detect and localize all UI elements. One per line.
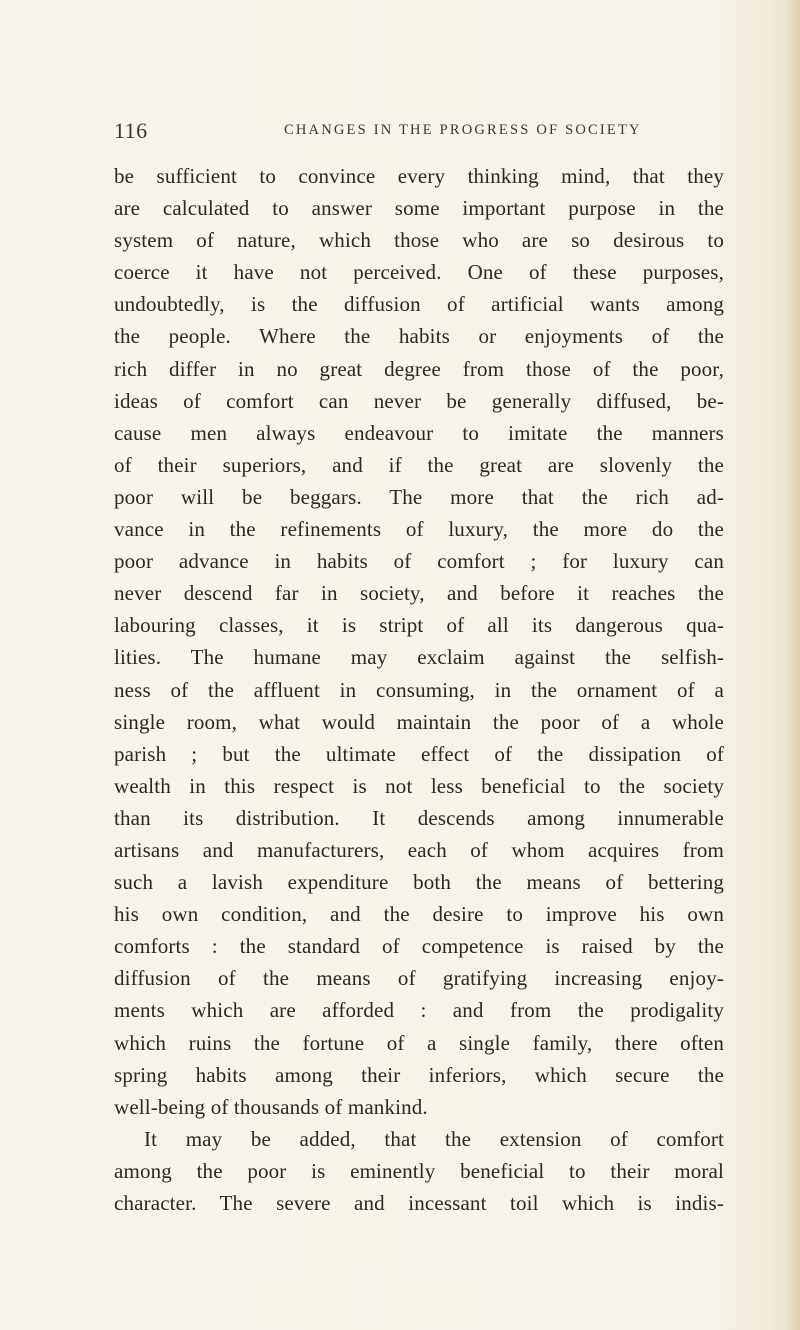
- text-line: cause men always endeavour to imitate the manners: [114, 420, 724, 445]
- text-line: ideas of comfort can never be generally diffused, be-: [114, 388, 724, 413]
- text-line: lities. The humane may exclaim against the selfish-: [114, 645, 724, 670]
- text-line: It may be added, that the extension of comfort: [144, 1126, 724, 1151]
- text-line: poor advance in habits of comfort ; for luxury can: [114, 549, 724, 574]
- text-line: coerce it have not perceived. One of these purposes,: [114, 260, 724, 285]
- text-line: are calculated to answer some important purpose in the: [114, 196, 724, 221]
- text-line: poor will be beggars. The more that the rich ad-: [114, 484, 724, 509]
- text-line: character. The severe and incessant toil which is indis-: [114, 1191, 724, 1215]
- page-edge-shadow: [786, 0, 800, 1330]
- text-line: vance in the refinements of luxury, the more do the: [114, 517, 724, 542]
- text-line: wealth in this respect is not less beneficial to the society: [114, 773, 724, 798]
- body-text: [114, 160, 724, 1219]
- text-line: his own condition, and the desire to improve his own: [114, 902, 724, 927]
- text-line: undoubtedly, is the diffusion of artificial wants among: [114, 292, 724, 317]
- text-line: be sufficient to convince every thinking mind, that they: [114, 164, 724, 188]
- text-line: parish ; but the ultimate effect of the dissipation of: [114, 741, 724, 766]
- text-line: diffusion of the means of gratifying increasing enjoy-: [114, 966, 724, 991]
- text-line: among the poor is eminently beneficial to their moral: [114, 1158, 724, 1183]
- running-title: CHANGES IN THE PROGRESS OF SOCIETY: [284, 122, 642, 138]
- page-number: 116: [114, 118, 148, 143]
- text-line: artisans and manufacturers, each of whom acquires from: [114, 837, 724, 862]
- text-line: than its distribution. It descends among innumerable: [114, 805, 724, 830]
- text-line: comforts : the standard of competence is raised by the: [114, 934, 724, 959]
- text-line: rich differ in no great degree from those of the poor,: [114, 356, 724, 381]
- text-line: such a lavish expenditure both the means of bettering: [114, 870, 724, 895]
- text-line: spring habits among their inferiors, which secure the: [114, 1062, 724, 1087]
- page-header: [114, 118, 714, 148]
- text-line: ness of the affluent in consuming, in the ornament of a: [114, 677, 724, 702]
- text-line: of their superiors, and if the great are slovenly the: [114, 452, 724, 477]
- text-line: the people. Where the habits or enjoyments of the: [114, 324, 724, 349]
- text-line: labouring classes, it is stript of all its dangerous qua-: [114, 613, 724, 638]
- text-line: single room, what would maintain the poor of a whole: [114, 709, 724, 734]
- text-line: which ruins the fortune of a single family, there often: [114, 1030, 724, 1055]
- text-line: well-being of thousands of mankind.: [114, 1094, 428, 1119]
- text-line: ments which are afforded : and from the prodigality: [114, 998, 724, 1023]
- text-line: never descend far in society, and before it reaches the: [114, 581, 724, 606]
- text-line: system of nature, which those who are so desirous to: [114, 228, 724, 253]
